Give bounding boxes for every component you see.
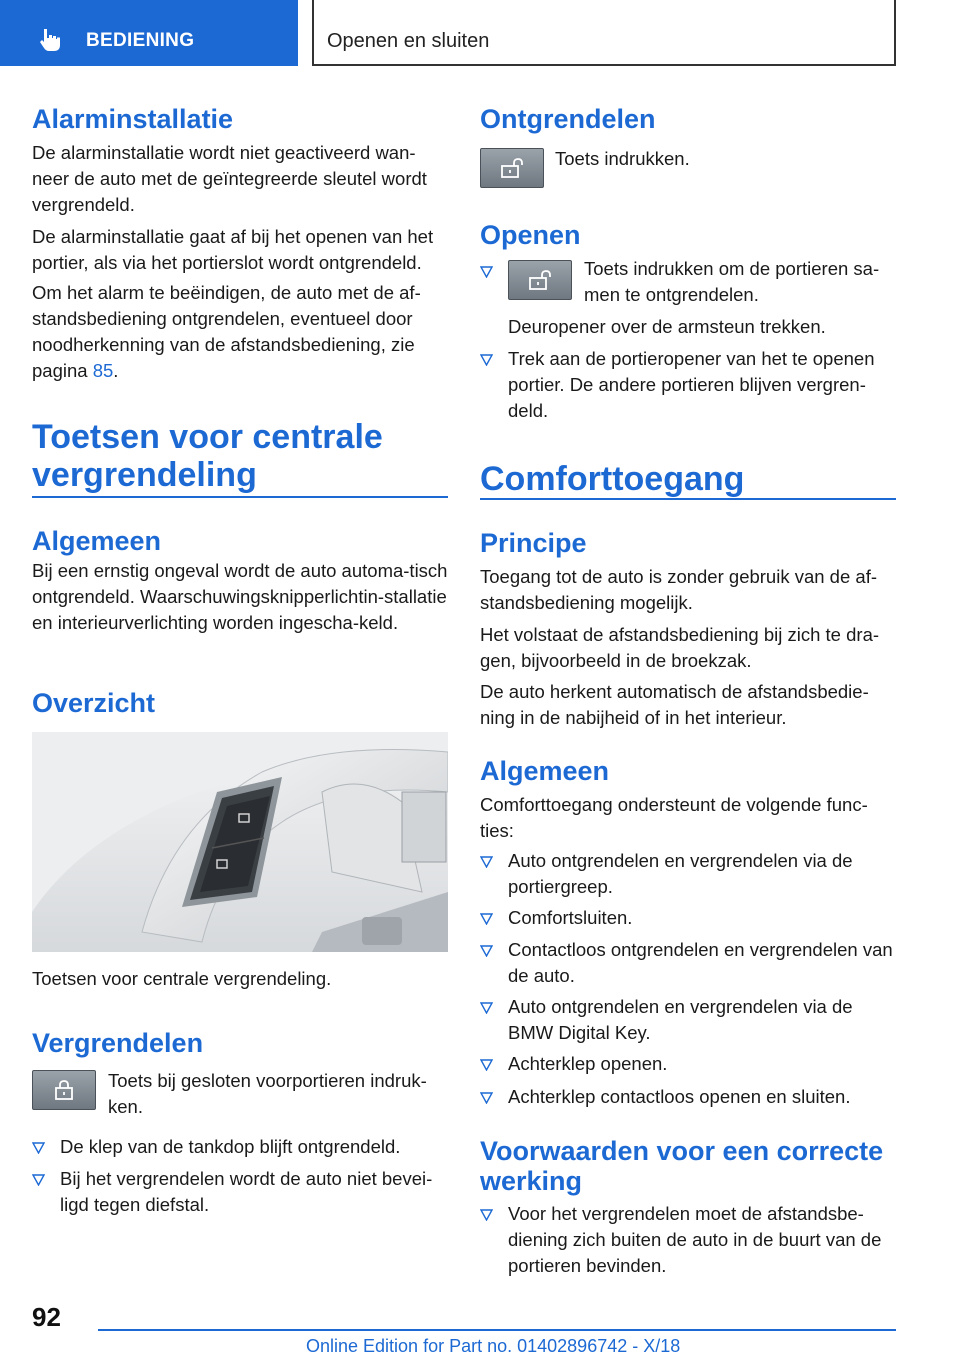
general-heading-right: Algemeen — [480, 756, 610, 786]
feature-bullet-3-text: Contactloos ontgrendelen en vergrendelen van de auto. — [508, 939, 893, 986]
bullet-triangle-icon — [480, 266, 493, 278]
edition-info: Online Edition for Part no. 01402896742 - X/18 — [306, 1336, 681, 1356]
requirements-heading-line-1: Voorwaarden voor een correcte — [480, 1136, 884, 1166]
unlock-button-image — [480, 148, 544, 188]
alarm-paragraph-3 — [32, 280, 448, 384]
alarm-heading: Alarminstallatie — [32, 104, 234, 134]
section-tab[interactable] — [0, 0, 298, 66]
alarm-paragraph-1: De alarminstallatie wordt niet geactiveerd wan-neer de auto met de geïntegreerde sleutel wordt vergrendeld. — [32, 142, 427, 215]
bullet-triangle-icon — [480, 1209, 493, 1221]
lock-bullet-1-text: De klep van de tankdop blijft ontgrendeld. — [60, 1136, 401, 1157]
alarm-paragraph-3-end: . — [113, 360, 119, 381]
feature-bullet-4-text: Auto ontgrendelen en vergrendelen via de BMW Digital Key. — [508, 996, 853, 1043]
requirements-bullet — [480, 1201, 896, 1279]
open-bullet-2 — [480, 346, 896, 424]
section-divider-right — [480, 498, 896, 500]
lock-text: Toets bij gesloten voorportieren indruk-ken. — [108, 1070, 427, 1117]
alarm-paragraph-3-text: Om het alarm te beëindigen, de auto met de af-standsbediening ontgrendelen, eventueel door noodherkenning van de afstandsbediening, zie pagina — [32, 282, 421, 381]
feature-bullet-4 — [480, 994, 896, 1046]
feature-bullet-6 — [480, 1084, 896, 1110]
bullet-triangle-icon — [480, 913, 493, 925]
bullet-triangle-icon — [32, 1142, 45, 1154]
feature-bullet-2 — [480, 905, 896, 931]
principle-heading: Principe — [480, 528, 587, 558]
alarm-paragraph-2: De alarminstallatie gaat af bij het openen van het portier, als via het portierslot wordt ontgrendeld. — [32, 226, 434, 273]
general-heading: Algemeen — [32, 526, 162, 556]
feature-bullet-2-text: Comfortsluiten. — [508, 907, 633, 928]
principle-paragraph-1: Toegang tot de auto is zonder gebruik van de af-standsbediening mogelijk. — [480, 566, 877, 613]
lock-heading: Vergrendelen — [32, 1028, 204, 1058]
requirements-bullet-text: Voor het vergrendelen moet de afstandsbe-diening zich buiten de auto in de buurt van de portieren bevinden. — [508, 1203, 882, 1276]
feature-bullet-1 — [480, 848, 896, 900]
unlocked-padlock-icon — [529, 270, 553, 290]
unlocked-padlock-icon — [501, 158, 525, 178]
lock-button-image — [32, 1070, 96, 1110]
photo-caption: Toetsen voor centrale vergrendeling. — [32, 968, 332, 989]
lock-bullet-1 — [32, 1134, 448, 1160]
section-divider — [32, 496, 448, 498]
feature-bullet-5-text: Achterklep openen. — [508, 1053, 668, 1074]
central-locking-heading-line-1: Toetsen voor centrale — [32, 418, 383, 456]
door-panel-photo — [32, 732, 448, 952]
bullet-triangle-icon — [32, 1174, 45, 1186]
principle-paragraph-3: De auto herkent automatisch de afstandsbedie-ning in de nabijheid of in het interieur. — [480, 681, 869, 728]
bullet-triangle-icon — [480, 1059, 493, 1071]
central-locking-heading — [32, 418, 448, 494]
chapter-tab[interactable] — [312, 0, 896, 66]
bullet-triangle-icon — [480, 945, 493, 957]
bullet-triangle-icon — [480, 1092, 493, 1104]
requirements-heading — [480, 1136, 900, 1196]
locked-padlock-icon — [53, 1080, 75, 1100]
hand-pointer-icon — [38, 27, 64, 53]
overview-heading: Overzicht — [32, 688, 156, 718]
open-bullet-2-text: Trek aan de portieropener van het te openen portier. De andere portieren blijven vergren-deld. — [508, 348, 875, 421]
feature-bullet-3 — [480, 937, 896, 989]
page-header — [0, 0, 960, 68]
requirements-heading-line-2: werking — [480, 1166, 583, 1196]
footer-divider — [98, 1329, 896, 1331]
bullet-triangle-icon — [480, 856, 493, 868]
unlock-heading: Ontgrendelen — [480, 104, 656, 134]
page-link[interactable]: 85 — [92, 360, 114, 381]
bullet-triangle-icon — [480, 1002, 493, 1014]
general-paragraph-right: Comforttoegang ondersteunt de volgende func-ties: — [480, 794, 868, 841]
comfort-access-heading: Comforttoegang — [480, 460, 745, 498]
central-locking-heading-line-2: vergrendeling — [32, 456, 257, 494]
section-label: BEDIENING — [86, 30, 195, 51]
feature-bullet-1-text: Auto ontgrendelen en vergrendelen via de portiergreep. — [508, 850, 853, 897]
open-heading: Openen — [480, 220, 581, 250]
chapter-label: Openen en sluiten — [327, 30, 490, 52]
door-panel-illustration — [32, 732, 448, 952]
general-paragraph: Bij een ernstig ongeval wordt de auto automa-tisch ontgrendeld. Waarschuwingsknipperlichtin-stallatie en interieurverlichting worden ingescha-keld. — [32, 560, 448, 633]
page-number: 92 — [32, 1302, 61, 1332]
lock-bullet-2 — [32, 1166, 448, 1218]
bullet-triangle-icon — [480, 354, 493, 366]
feature-bullet-6-text: Achterklep contactloos openen en sluiten. — [508, 1086, 851, 1107]
open-bullet-1-subtext: Deuropener over de armsteun trekken. — [508, 316, 826, 337]
unlock-text: Toets indrukken. — [555, 148, 690, 169]
open-bullet-1-text: Toets indrukken om de portieren sa-men te ontgrendelen. — [584, 258, 880, 305]
unlock-button-image-2 — [508, 260, 572, 300]
feature-bullet-5 — [480, 1051, 896, 1077]
principle-paragraph-2: Het volstaat de afstandsbediening bij zich te dra-gen, bijvoorbeeld in de broekzak. — [480, 624, 880, 671]
lock-bullet-2-text: Bij het vergrendelen wordt de auto niet bevei-ligd tegen diefstal. — [60, 1168, 433, 1215]
